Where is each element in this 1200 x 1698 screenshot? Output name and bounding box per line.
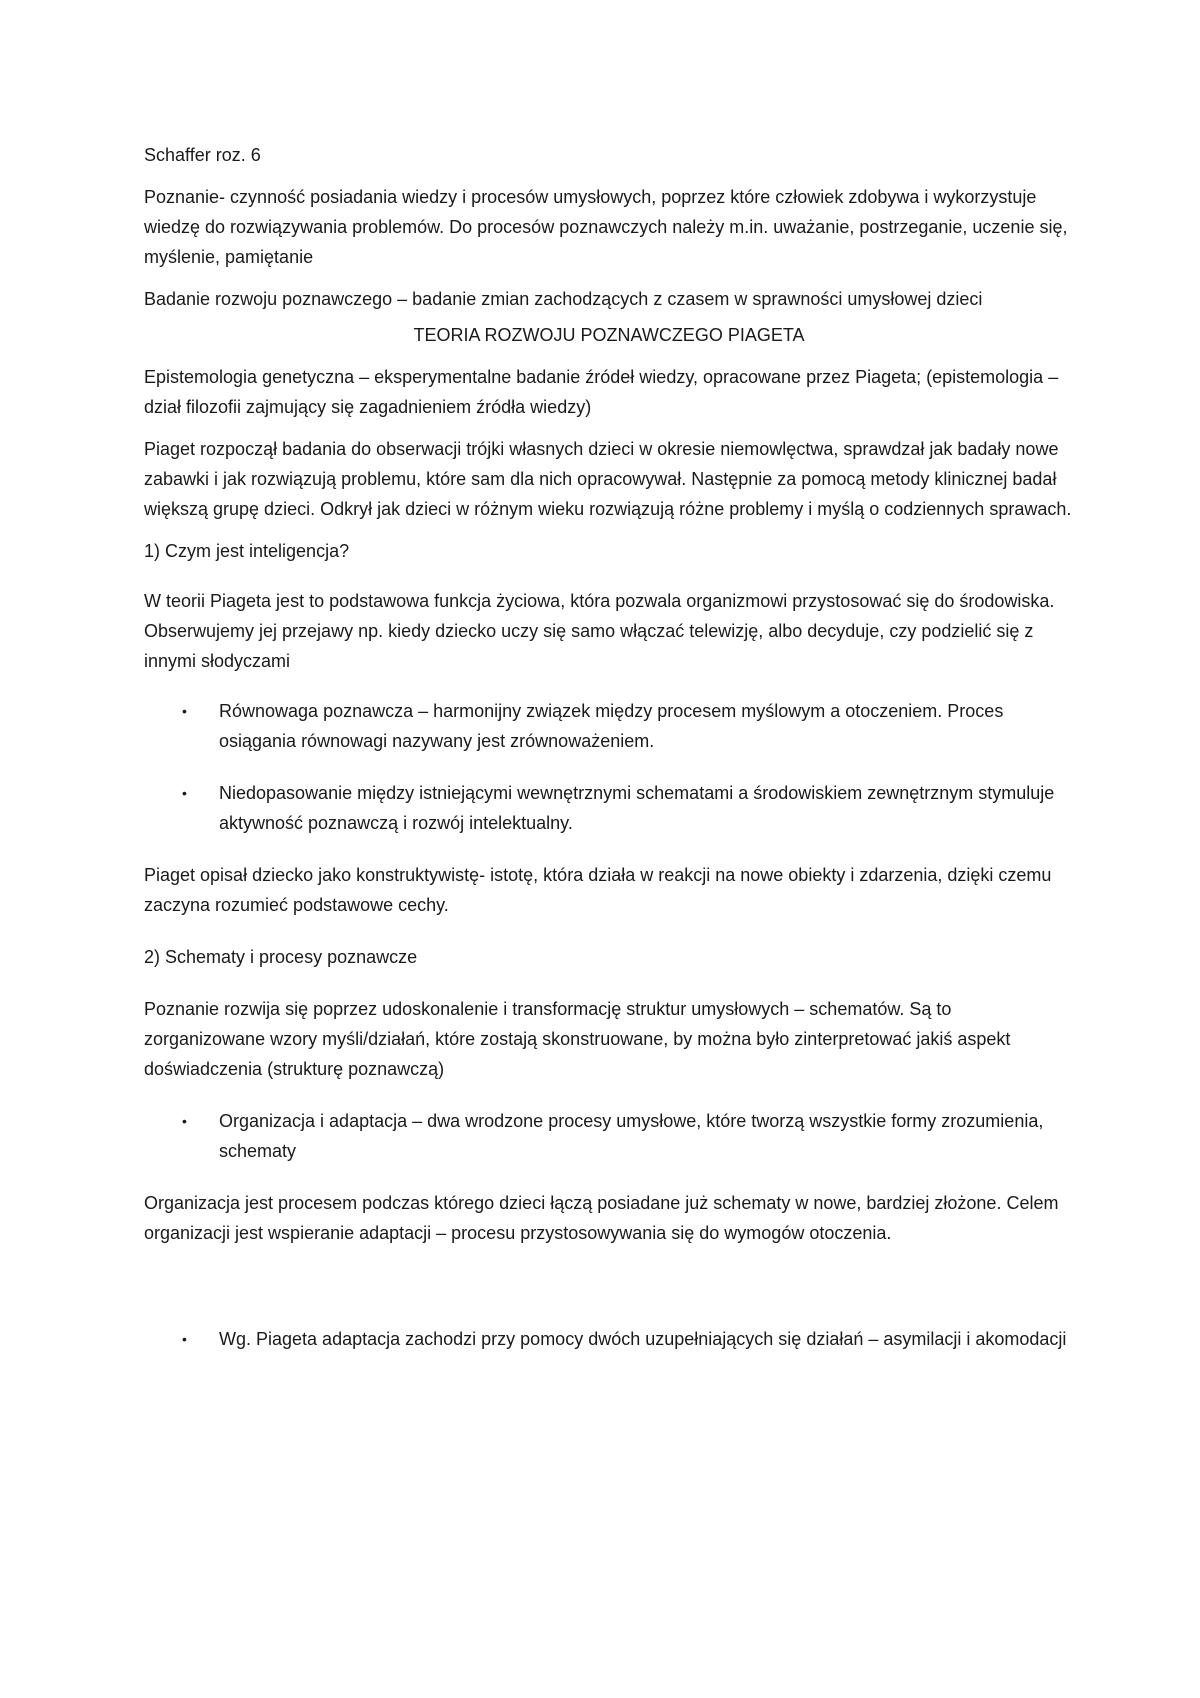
paragraph-schematy: Poznanie rozwija się poprzez udoskonalenie i transformację struktur umysłowych – schematów. Są to zorganizowane wzory myśli/działań, które zostają skonstruowane, by można było zinterpretować jakiś aspekt doświadczenia (strukturę poznawczą): [144, 999, 1011, 1079]
list-item-text: Niedopasowanie między istniejącymi wewnętrznymi schematami a środowiskiem zewnętrznym stymuluje aktywność poznawczą i rozwój intelektualny.: [219, 783, 1055, 833]
document-page: [144, 140, 1074, 1354]
section-title: TEORIA ROZWOJU POZNAWCZEGO PIAGETA: [413, 325, 805, 345]
list-item: [144, 778, 1074, 838]
paragraph-badanie-rozwoju: Badanie rozwoju poznawczego – badanie zmian zachodzących z czasem w sprawności umysłowej dzieci: [144, 289, 983, 309]
heading-schematy: 2) Schematy i procesy poznawcze: [144, 947, 418, 967]
paragraph-inteligencja: W teorii Piageta jest to podstawowa funkcja życiowa, która pozwala organizmowi przystosować się do środowiska. Obserwujemy jej przejawy np. kiedy dziecko uczy się samo włączać telewizję, albo decyduje, czy podzielić się z innymi słodyczami: [144, 591, 1055, 671]
paragraph-organizacja: Organizacja jest procesem podczas którego dzieci łączą posiadane już schematy w nowe, bardziej złożone. Celem organizacji jest wspieranie adaptacji – procesu przystosowywania się do wymogów otoczenia.: [144, 1193, 1059, 1243]
list-item-text: Równowaga poznawcza – harmonijny związek między procesem myślowym a otoczeniem. Proces osiągania równowagi nazywany jest zrównoważeniem.: [219, 701, 1004, 751]
list-item: [144, 696, 1074, 756]
list-item-text: Wg. Piageta adaptacja zachodzi przy pomocy dwóch uzupełniających się działań – asymilacji i akomodacji: [219, 1329, 1067, 1349]
bullet-icon: •: [182, 703, 187, 719]
paragraph-epistemologia: Epistemologia genetyczna – eksperymentalne badanie źródeł wiedzy, opracowane przez Piageta; (epistemologia – dział filozofii zajmujący się zagadnieniem źródła wiedzy): [144, 367, 1059, 417]
list-item-text: Organizacja i adaptacja – dwa wrodzone procesy umysłowe, które tworzą wszystkie formy zrozumienia, schematy: [219, 1111, 1044, 1161]
paragraph-piaget-badania: Piaget rozpoczął badania do obserwacji trójki własnych dzieci w okresie niemowlęctwa, sprawdzał jak badały nowe zabawki i jak rozwiązują problemu, które sam dla nich opracowywał. Następnie za pomocą metody klinicznej badał większą grupę dzieci. Odkrył jak dzieci w różnym wieku rozwiązują różne problemy i myślą o codziennych sprawach.: [144, 439, 1072, 519]
bullet-list-adaptacja: [144, 1324, 1074, 1354]
bullet-list-rownowaga: [144, 696, 1074, 838]
bullet-icon: •: [182, 1113, 187, 1129]
document-header: Schaffer roz. 6: [144, 145, 261, 165]
list-item: [144, 1106, 1074, 1166]
list-item: [144, 1324, 1074, 1354]
bullet-icon: •: [182, 1331, 187, 1347]
paragraph-poznanie: Poznanie- czynność posiadania wiedzy i procesów umysłowych, poprzez które człowiek zdobywa i wykorzystuje wiedzę do rozwiązywania problemów. Do procesów poznawczych należy m.in. uważanie, postrzeganie, uczenie się, myślenie, pamiętanie: [144, 187, 1068, 267]
heading-inteligencja: 1) Czym jest inteligencja?: [144, 541, 350, 561]
bullet-icon: •: [182, 785, 187, 801]
paragraph-konstruktywista: Piaget opisał dziecko jako konstruktywistę- istotę, która działa w reakcji na nowe obiekty i zdarzenia, dzięki czemu zaczyna rozumieć podstawowe cechy.: [144, 865, 1052, 915]
bullet-list-organizacja: [144, 1106, 1074, 1166]
